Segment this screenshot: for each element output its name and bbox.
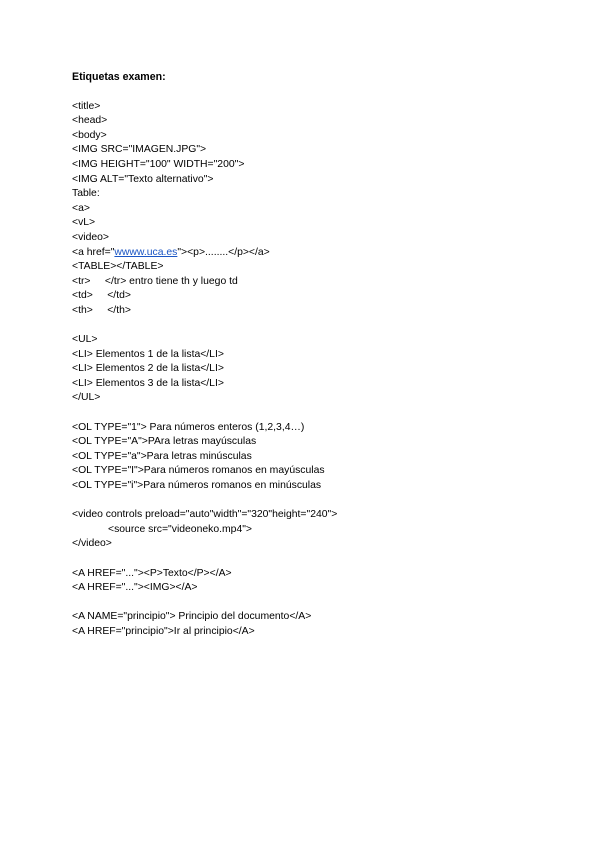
- text-line: <tr> </tr> entro tiene th y luego td: [72, 275, 238, 287]
- text-line: <A HREF="..."><P>Texto</P></A>: [72, 567, 232, 579]
- text-line: </UL>: [72, 392, 101, 404]
- text-line: <IMG ALT="Texto alternativo">: [72, 173, 214, 185]
- text-line: <LI> Elementos 1 de la lista</LI>: [72, 348, 224, 360]
- ol-block: [72, 421, 552, 494]
- text-line: </video>: [72, 538, 112, 550]
- tags-block: [72, 100, 552, 319]
- text-line: <OL TYPE="1"> Para números enteros (1,2,3,4…): [72, 421, 305, 433]
- text-line: <OL TYPE="i">Para números romanos en minúsculas: [72, 480, 322, 492]
- paragraph-gap: [72, 406, 552, 421]
- text-line: <LI> Elementos 3 de la lista</LI>: [72, 377, 224, 389]
- text-line: <OL TYPE="I">Para números romanos en mayúsculas: [72, 465, 325, 477]
- anchor-suffix: "><p>........</p></a>: [177, 246, 270, 258]
- text-line: <vL>: [72, 217, 96, 229]
- text-line: <IMG HEIGHT="100" WIDTH="200">: [72, 158, 245, 170]
- anchor-line: [72, 246, 552, 261]
- document-title: Etiquetas examen:: [72, 71, 166, 83]
- paragraph-gap: [72, 319, 552, 334]
- text-line: <source src="videoneko.mp4">: [108, 523, 252, 535]
- text-line: <LI> Elementos 2 de la lista</LI>: [72, 363, 224, 375]
- text-line: <OL TYPE="A">PAra letras mayúsculas: [72, 436, 257, 448]
- text-line: <TABLE></TABLE>: [72, 261, 164, 273]
- document-body: [72, 70, 552, 640]
- uca-link[interactable]: wwww.uca.es: [114, 246, 178, 258]
- text-line: <head>: [72, 115, 108, 127]
- paragraph-gap: [72, 552, 552, 567]
- text-line: <A NAME="principio"> Principio del documento</A>: [72, 611, 312, 623]
- video-block: [72, 508, 552, 552]
- text-line: <title>: [72, 100, 101, 112]
- text-line: <IMG SRC="IMAGEN.JPG">: [72, 144, 207, 156]
- text-line: <A HREF="principio">Ir al principio</A>: [72, 625, 255, 637]
- paragraph-gap: [72, 494, 552, 509]
- paragraph-gap: [72, 596, 552, 611]
- text-line: <td> </td>: [72, 290, 131, 302]
- href-block: [72, 567, 552, 596]
- name-anchor-block: [72, 610, 552, 639]
- text-line: <th> </th>: [72, 304, 131, 316]
- text-line: <OL TYPE="a">Para letras minúsculas: [72, 450, 252, 462]
- text-line: <video controls preload="auto"width"="320"height="240">: [72, 509, 338, 521]
- text-line: <UL>: [72, 334, 98, 346]
- text-line: <A HREF="..."><IMG></A>: [72, 582, 198, 594]
- anchor-prefix: <a href=": [72, 246, 115, 258]
- text-line: Table:: [72, 188, 100, 200]
- text-line: <video>: [72, 231, 109, 243]
- text-line: <a>: [72, 202, 90, 214]
- text-line: <body>: [72, 129, 107, 141]
- ul-block: [72, 333, 552, 406]
